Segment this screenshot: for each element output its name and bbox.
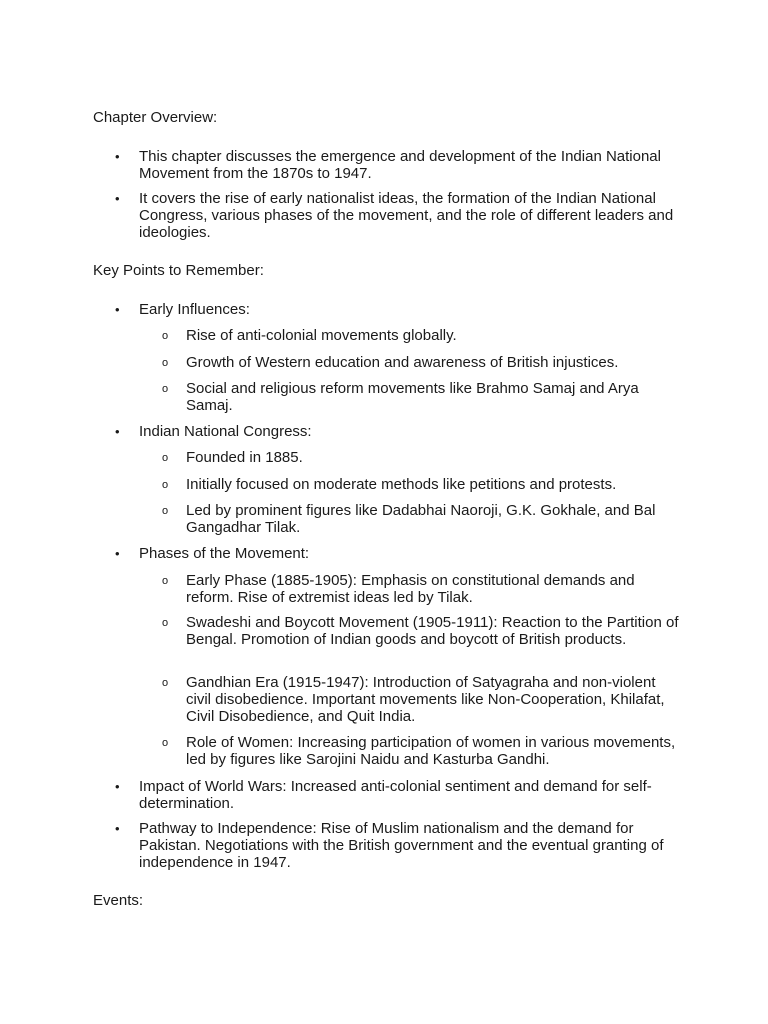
early-influences-sub-1: o Rise of anti-colonial movements globally. xyxy=(186,327,681,344)
early-influences-item: • Early Influences: xyxy=(139,301,679,318)
overview-bullet-1: • This chapter discusses the emergence and development of the Indian National Movement from the 1870s to 1947. xyxy=(139,148,679,182)
phases-item: • Phases of the Movement: xyxy=(139,545,679,562)
key-points-heading: Key Points to Remember: xyxy=(93,262,264,279)
overview-bullet-2: • It covers the rise of early nationalist ideas, the formation of the Indian National Congress, various phases of the movement, and the role of different leaders and ideologies. xyxy=(139,190,679,241)
congress-sub-1: o Founded in 1885. xyxy=(186,449,681,466)
phases-sub-4: o Role of Women: Increasing participation of women in various movements, led by figures like Sarojini Naidu and Kasturba Gandhi. xyxy=(186,734,681,768)
phases-sub-2: o Swadeshi and Boycott Movement (1905-1911): Reaction to the Partition of Bengal. Promotion of Indian goods and boycott of British products. xyxy=(186,614,681,648)
events-heading: Events: xyxy=(93,892,144,909)
early-influences-sub-2: o Growth of Western education and awareness of British injustices. xyxy=(186,354,681,371)
phases-sub-3: o Gandhian Era (1915-1947): Introduction of Satyagraha and non-violent civil disobedience. Important movements like Non-Cooperation, Khilafat, Civil Disobedience, and Quit India. xyxy=(186,674,681,725)
phases-sub-1: o Early Phase (1885-1905): Emphasis on constitutional demands and reform. Rise of extremist ideas led by Tilak. xyxy=(186,572,681,606)
world-wars-item: • Impact of World Wars: Increased anti-colonial sentiment and demand for self-determination. xyxy=(139,778,679,812)
early-influences-sub-3: o Social and religious reform movements like Brahmo Samaj and Arya Samaj. xyxy=(186,380,681,414)
congress-sub-3: o Led by prominent figures like Dadabhai Naoroji, G.K. Gokhale, and Bal Gangadhar Tilak. xyxy=(186,502,681,536)
chapter-overview-heading: Chapter Overview: xyxy=(93,109,218,126)
pathway-item: • Pathway to Independence: Rise of Muslim nationalism and the demand for Pakistan. Negotiations with the British government and the eventual granting of independence in 1947. xyxy=(139,820,679,871)
congress-sub-2: o Initially focused on moderate methods like petitions and protests. xyxy=(186,476,681,493)
indian-national-congress-item: • Indian National Congress: xyxy=(139,423,679,440)
